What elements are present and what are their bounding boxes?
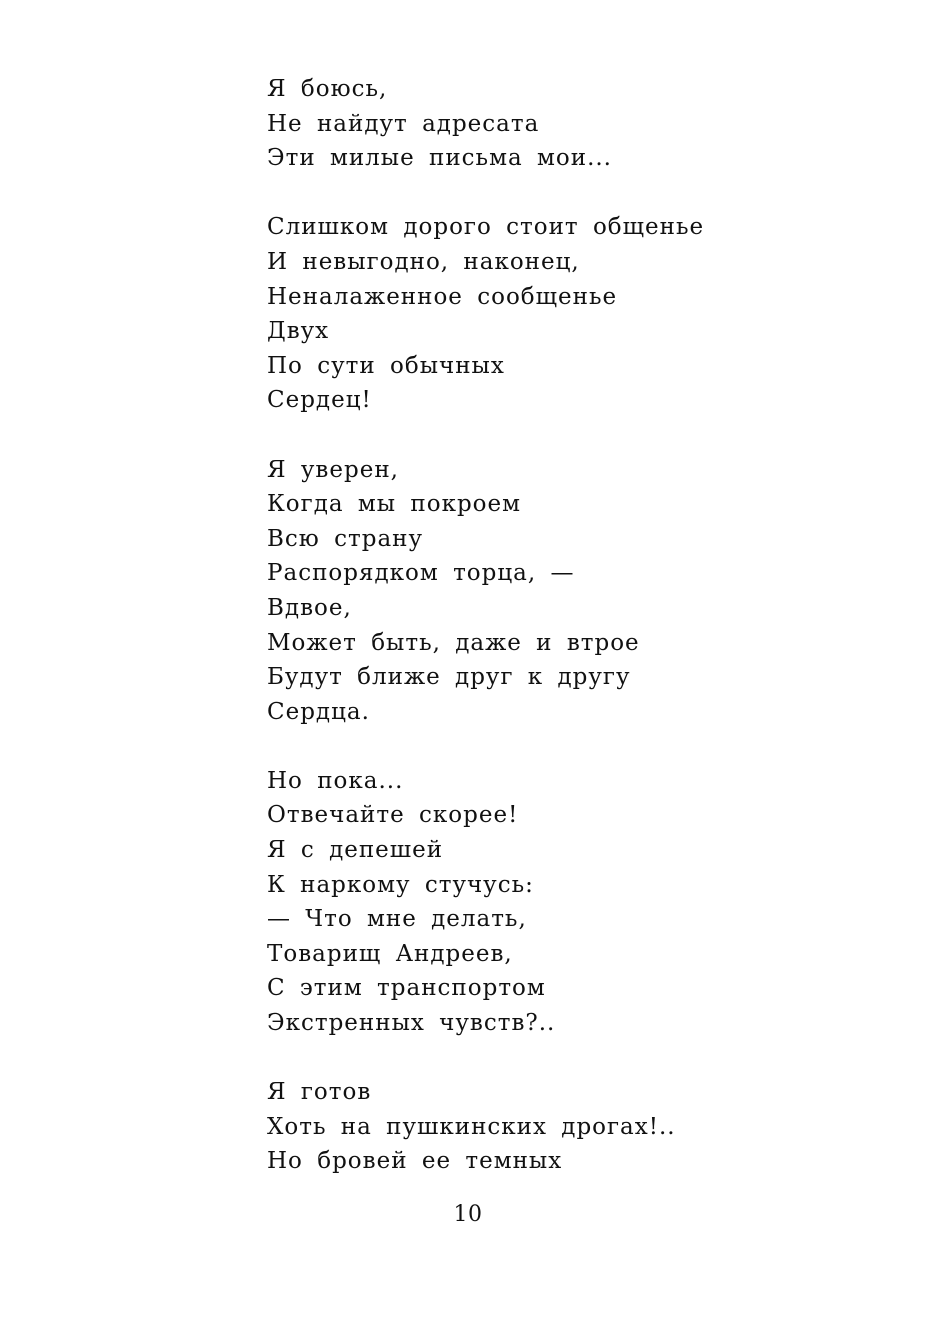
poem-line: Я боюсь,: [267, 76, 388, 102]
poem-line: Распорядком торца, —: [267, 560, 575, 587]
poem-line: Неналаженное сообщенье: [267, 283, 618, 310]
poem-line: По сути обычных: [267, 352, 505, 379]
stanza-4: [267, 764, 867, 1041]
poem-line: Но бровей ее темных: [267, 1148, 563, 1175]
poem-line: Когда мы покроем: [267, 491, 522, 518]
poem-line: И невыгодно, наконец,: [267, 248, 580, 275]
poem-line: С этим транспортом: [267, 975, 546, 1002]
page-number: 10: [453, 1202, 483, 1227]
poem-line: Хоть на пушкинских дрогах!..: [267, 1113, 676, 1140]
poem-line: — Что мне делать,: [267, 906, 527, 933]
poem-line: Отвечайте скорее!: [267, 802, 519, 829]
poem-line: Вдвое,: [267, 594, 352, 621]
stanza-3: [267, 453, 867, 730]
stanza-2: [267, 210, 867, 418]
poem-line: Я с депешей: [267, 837, 444, 864]
poem-line: Не найдут адресата: [267, 110, 540, 137]
poem-line: К наркому стучусь:: [267, 871, 534, 898]
poem-line: Двух: [267, 318, 330, 345]
stanza-1: [267, 72, 867, 176]
poem-body: [267, 72, 867, 1214]
poem-line: Экстренных чувств?..: [267, 1010, 556, 1037]
poem-line: Я уверен,: [267, 456, 399, 483]
poem-line: Сердец!: [267, 387, 372, 414]
poem-line: Может быть, даже и втрое: [267, 629, 640, 656]
poem-line: Но пока...: [267, 767, 404, 794]
poem-line: Будут ближе друг к другу: [267, 664, 631, 691]
poem-line: Сердца.: [267, 698, 370, 725]
stanza-5: [267, 1075, 867, 1179]
poem-line: Эти милые письма мои...: [267, 145, 612, 172]
poem-line: Слишком дорого стоит общенье: [267, 214, 705, 241]
poem-line: Я готов: [267, 1079, 372, 1106]
poem-line: Всю страну: [267, 525, 424, 552]
poem-line: Товарищ Андреев,: [267, 940, 513, 967]
